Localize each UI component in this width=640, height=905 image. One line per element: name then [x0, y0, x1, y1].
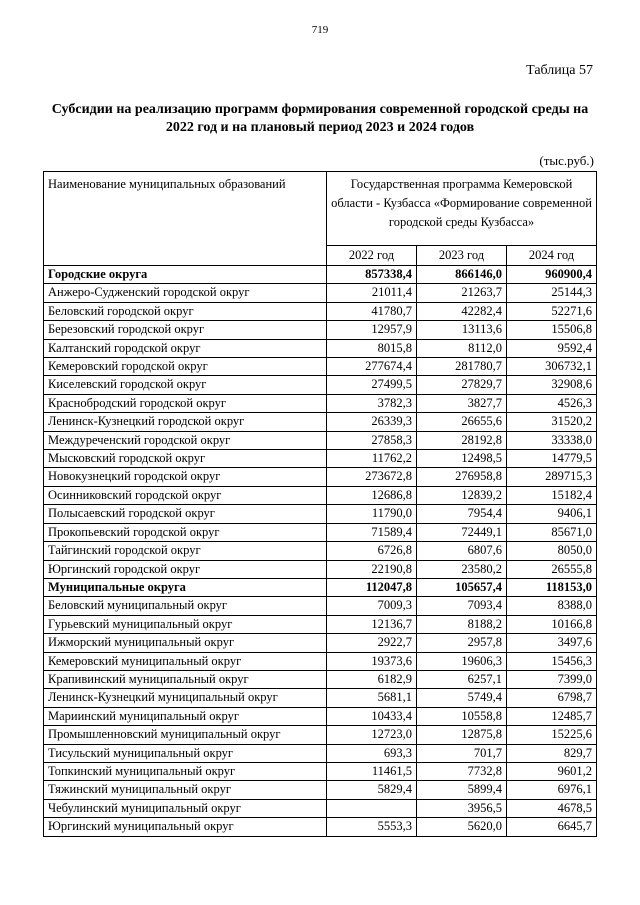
subsidies-table	[43, 171, 597, 837]
units-label: (тыс.руб.)	[539, 153, 594, 168]
value-2024-cell: 9592,4	[507, 339, 597, 357]
value-2022-cell: 12723,0	[327, 726, 417, 744]
value-2023-cell: 12875,8	[417, 726, 507, 744]
value-2024-cell: 15225,6	[507, 726, 597, 744]
value-2023-cell: 701,7	[417, 744, 507, 762]
value-2023-cell: 23580,2	[417, 560, 507, 578]
value-2023-cell: 27829,7	[417, 376, 507, 394]
row-name-cell: Березовский городской округ	[44, 321, 327, 339]
title-line-2: 2022 год и на плановый период 2023 и 2024 годов	[165, 120, 475, 135]
row-name-cell: Калтанский городской округ	[44, 339, 327, 357]
value-2024-cell: 15182,4	[507, 486, 597, 504]
value-2023-cell: 866146,0	[417, 266, 507, 284]
table-row	[44, 339, 597, 357]
row-name-cell: Киселевский городской округ	[44, 376, 327, 394]
value-2023-cell: 13113,6	[417, 321, 507, 339]
row-name-cell: Ижморский муниципальный округ	[44, 634, 327, 652]
row-name-cell: Новокузнецкий городской округ	[44, 468, 327, 486]
table-row	[44, 302, 597, 320]
value-2024-cell: 6976,1	[507, 781, 597, 799]
value-2023-cell: 105657,4	[417, 578, 507, 596]
value-2024-cell: 4526,3	[507, 394, 597, 412]
table-row	[44, 542, 597, 560]
table-row	[44, 358, 597, 376]
table-row	[44, 818, 597, 836]
row-name-cell: Анжеро-Судженский городской округ	[44, 284, 327, 302]
value-2023-cell: 21263,7	[417, 284, 507, 302]
table-subtotal-row	[44, 266, 597, 284]
header-year-2024: 2024 год	[507, 246, 597, 266]
value-2023-cell: 3956,5	[417, 799, 507, 817]
table-row	[44, 597, 597, 615]
value-2024-cell: 6645,7	[507, 818, 597, 836]
value-2023-cell: 3827,7	[417, 394, 507, 412]
value-2024-cell: 12485,7	[507, 707, 597, 725]
row-name-cell: Тисульский муниципальный округ	[44, 744, 327, 762]
value-2024-cell: 960900,4	[507, 266, 597, 284]
table-row	[44, 707, 597, 725]
table-row	[44, 284, 597, 302]
value-2024-cell: 26555,8	[507, 560, 597, 578]
row-name-cell: Ленинск-Кузнецкий муниципальный округ	[44, 689, 327, 707]
row-name-cell: Полысаевский городской округ	[44, 505, 327, 523]
title-line-1: Субсидии на реализацию программ формирования современной городской среды на	[51, 102, 589, 117]
value-2024-cell: 8388,0	[507, 597, 597, 615]
row-name-cell: Гурьевский муниципальный округ	[44, 615, 327, 633]
value-2022-cell: 11790,0	[327, 505, 417, 523]
value-2022-cell: 277674,4	[327, 358, 417, 376]
value-2024-cell: 4678,5	[507, 799, 597, 817]
value-2023-cell: 12498,5	[417, 450, 507, 468]
value-2023-cell: 12839,2	[417, 486, 507, 504]
value-2024-cell: 829,7	[507, 744, 597, 762]
value-2022-cell: 7009,3	[327, 597, 417, 615]
value-2024-cell: 15506,8	[507, 321, 597, 339]
value-2023-cell: 8188,2	[417, 615, 507, 633]
value-2023-cell: 28192,8	[417, 431, 507, 449]
table-row	[44, 523, 597, 541]
row-name-cell: Кемеровский городской округ	[44, 358, 327, 376]
table-row	[44, 762, 597, 780]
value-2024-cell: 3497,6	[507, 634, 597, 652]
value-2022-cell: 2922,7	[327, 634, 417, 652]
table-row	[44, 394, 597, 412]
row-name-cell: Промышленновский муниципальный округ	[44, 726, 327, 744]
value-2022-cell: 6726,8	[327, 542, 417, 560]
row-name-cell: Тайгинский городской округ	[44, 542, 327, 560]
value-2023-cell: 6257,1	[417, 670, 507, 688]
value-2024-cell: 32908,6	[507, 376, 597, 394]
row-name-cell: Беловский городской округ	[44, 302, 327, 320]
value-2024-cell: 8050,0	[507, 542, 597, 560]
value-2022-cell: 5681,1	[327, 689, 417, 707]
value-2022-cell: 11762,2	[327, 450, 417, 468]
value-2024-cell: 15456,3	[507, 652, 597, 670]
page-number: 719	[311, 24, 329, 36]
value-2024-cell: 6798,7	[507, 689, 597, 707]
row-name-cell: Ленинск-Кузнецкий городской округ	[44, 413, 327, 431]
table-row	[44, 744, 597, 762]
value-2022-cell: 10433,4	[327, 707, 417, 725]
value-2022-cell: 27499,5	[327, 376, 417, 394]
value-2023-cell: 42282,4	[417, 302, 507, 320]
value-2024-cell: 9601,2	[507, 762, 597, 780]
value-2022-cell: 112047,8	[327, 578, 417, 596]
table-label: Таблица 57	[526, 63, 593, 78]
value-2023-cell: 281780,7	[417, 358, 507, 376]
value-2022-cell: 12686,8	[327, 486, 417, 504]
value-2022-cell	[327, 799, 417, 817]
value-2024-cell: 289715,3	[507, 468, 597, 486]
table-row	[44, 321, 597, 339]
value-2024-cell: 9406,1	[507, 505, 597, 523]
row-name-cell: Кемеровский муниципальный округ	[44, 652, 327, 670]
table-row	[44, 560, 597, 578]
row-name-cell: Городские округа	[44, 266, 327, 284]
value-2024-cell: 306732,1	[507, 358, 597, 376]
row-name-cell: Юргинский муниципальный округ	[44, 818, 327, 836]
value-2023-cell: 19606,3	[417, 652, 507, 670]
table-row	[44, 486, 597, 504]
header-year-2023: 2023 год	[417, 246, 507, 266]
row-name-cell: Юргинский городской округ	[44, 560, 327, 578]
value-2022-cell: 21011,4	[327, 284, 417, 302]
value-2024-cell: 52271,6	[507, 302, 597, 320]
table-row	[44, 652, 597, 670]
value-2023-cell: 6807,6	[417, 542, 507, 560]
value-2024-cell: 85671,0	[507, 523, 597, 541]
row-name-cell: Тяжинский муниципальный округ	[44, 781, 327, 799]
value-2023-cell: 5749,4	[417, 689, 507, 707]
value-2022-cell: 12136,7	[327, 615, 417, 633]
table-row	[44, 634, 597, 652]
row-name-cell: Осинниковский городской округ	[44, 486, 327, 504]
value-2024-cell: 7399,0	[507, 670, 597, 688]
row-name-cell: Чебулинский муниципальный округ	[44, 799, 327, 817]
row-name-cell: Мариинский муниципальный округ	[44, 707, 327, 725]
table-row	[44, 781, 597, 799]
table-row	[44, 615, 597, 633]
value-2024-cell: 33338,0	[507, 431, 597, 449]
row-name-cell: Крапивинский муниципальный округ	[44, 670, 327, 688]
row-name-cell: Междуреченский городской округ	[44, 431, 327, 449]
value-2022-cell: 5829,4	[327, 781, 417, 799]
value-2023-cell: 2957,8	[417, 634, 507, 652]
value-2023-cell: 8112,0	[417, 339, 507, 357]
value-2022-cell: 26339,3	[327, 413, 417, 431]
value-2022-cell: 8015,8	[327, 339, 417, 357]
value-2022-cell: 12957,9	[327, 321, 417, 339]
value-2022-cell: 3782,3	[327, 394, 417, 412]
document-title	[40, 101, 600, 137]
table-body	[44, 266, 597, 837]
value-2022-cell: 857338,4	[327, 266, 417, 284]
value-2022-cell: 22190,8	[327, 560, 417, 578]
value-2023-cell: 7732,8	[417, 762, 507, 780]
value-2022-cell: 41780,7	[327, 302, 417, 320]
table-row	[44, 799, 597, 817]
value-2023-cell: 72449,1	[417, 523, 507, 541]
table-subtotal-row	[44, 578, 597, 596]
value-2023-cell: 7954,4	[417, 505, 507, 523]
table-row	[44, 726, 597, 744]
value-2023-cell: 10558,8	[417, 707, 507, 725]
header-program: Государственная программа Кемеровской области - Кузбасса «Формирование современной городской среды Кузбасса»	[327, 172, 597, 246]
value-2023-cell: 26655,6	[417, 413, 507, 431]
row-name-cell: Беловский муниципальный округ	[44, 597, 327, 615]
value-2024-cell: 14779,5	[507, 450, 597, 468]
table-row	[44, 431, 597, 449]
value-2022-cell: 19373,6	[327, 652, 417, 670]
table-row	[44, 468, 597, 486]
table-row	[44, 689, 597, 707]
row-name-cell: Мысковский городской округ	[44, 450, 327, 468]
value-2022-cell: 6182,9	[327, 670, 417, 688]
value-2022-cell: 273672,8	[327, 468, 417, 486]
table-row	[44, 450, 597, 468]
value-2024-cell: 31520,2	[507, 413, 597, 431]
row-name-cell: Топкинский муниципальный округ	[44, 762, 327, 780]
value-2024-cell: 10166,8	[507, 615, 597, 633]
value-2022-cell: 71589,4	[327, 523, 417, 541]
value-2022-cell: 11461,5	[327, 762, 417, 780]
value-2022-cell: 27858,3	[327, 431, 417, 449]
value-2023-cell: 5899,4	[417, 781, 507, 799]
table-row	[44, 376, 597, 394]
row-name-cell: Краснобродский городской округ	[44, 394, 327, 412]
header-name-column: Наименование муниципальных образований	[44, 172, 327, 266]
value-2024-cell: 25144,3	[507, 284, 597, 302]
table-row	[44, 670, 597, 688]
value-2023-cell: 5620,0	[417, 818, 507, 836]
header-year-2022: 2022 год	[327, 246, 417, 266]
value-2022-cell: 693,3	[327, 744, 417, 762]
value-2022-cell: 5553,3	[327, 818, 417, 836]
value-2023-cell: 276958,8	[417, 468, 507, 486]
value-2023-cell: 7093,4	[417, 597, 507, 615]
row-name-cell: Муниципальные округа	[44, 578, 327, 596]
row-name-cell: Прокопьевский городской округ	[44, 523, 327, 541]
value-2024-cell: 118153,0	[507, 578, 597, 596]
table-row	[44, 413, 597, 431]
table-row	[44, 505, 597, 523]
